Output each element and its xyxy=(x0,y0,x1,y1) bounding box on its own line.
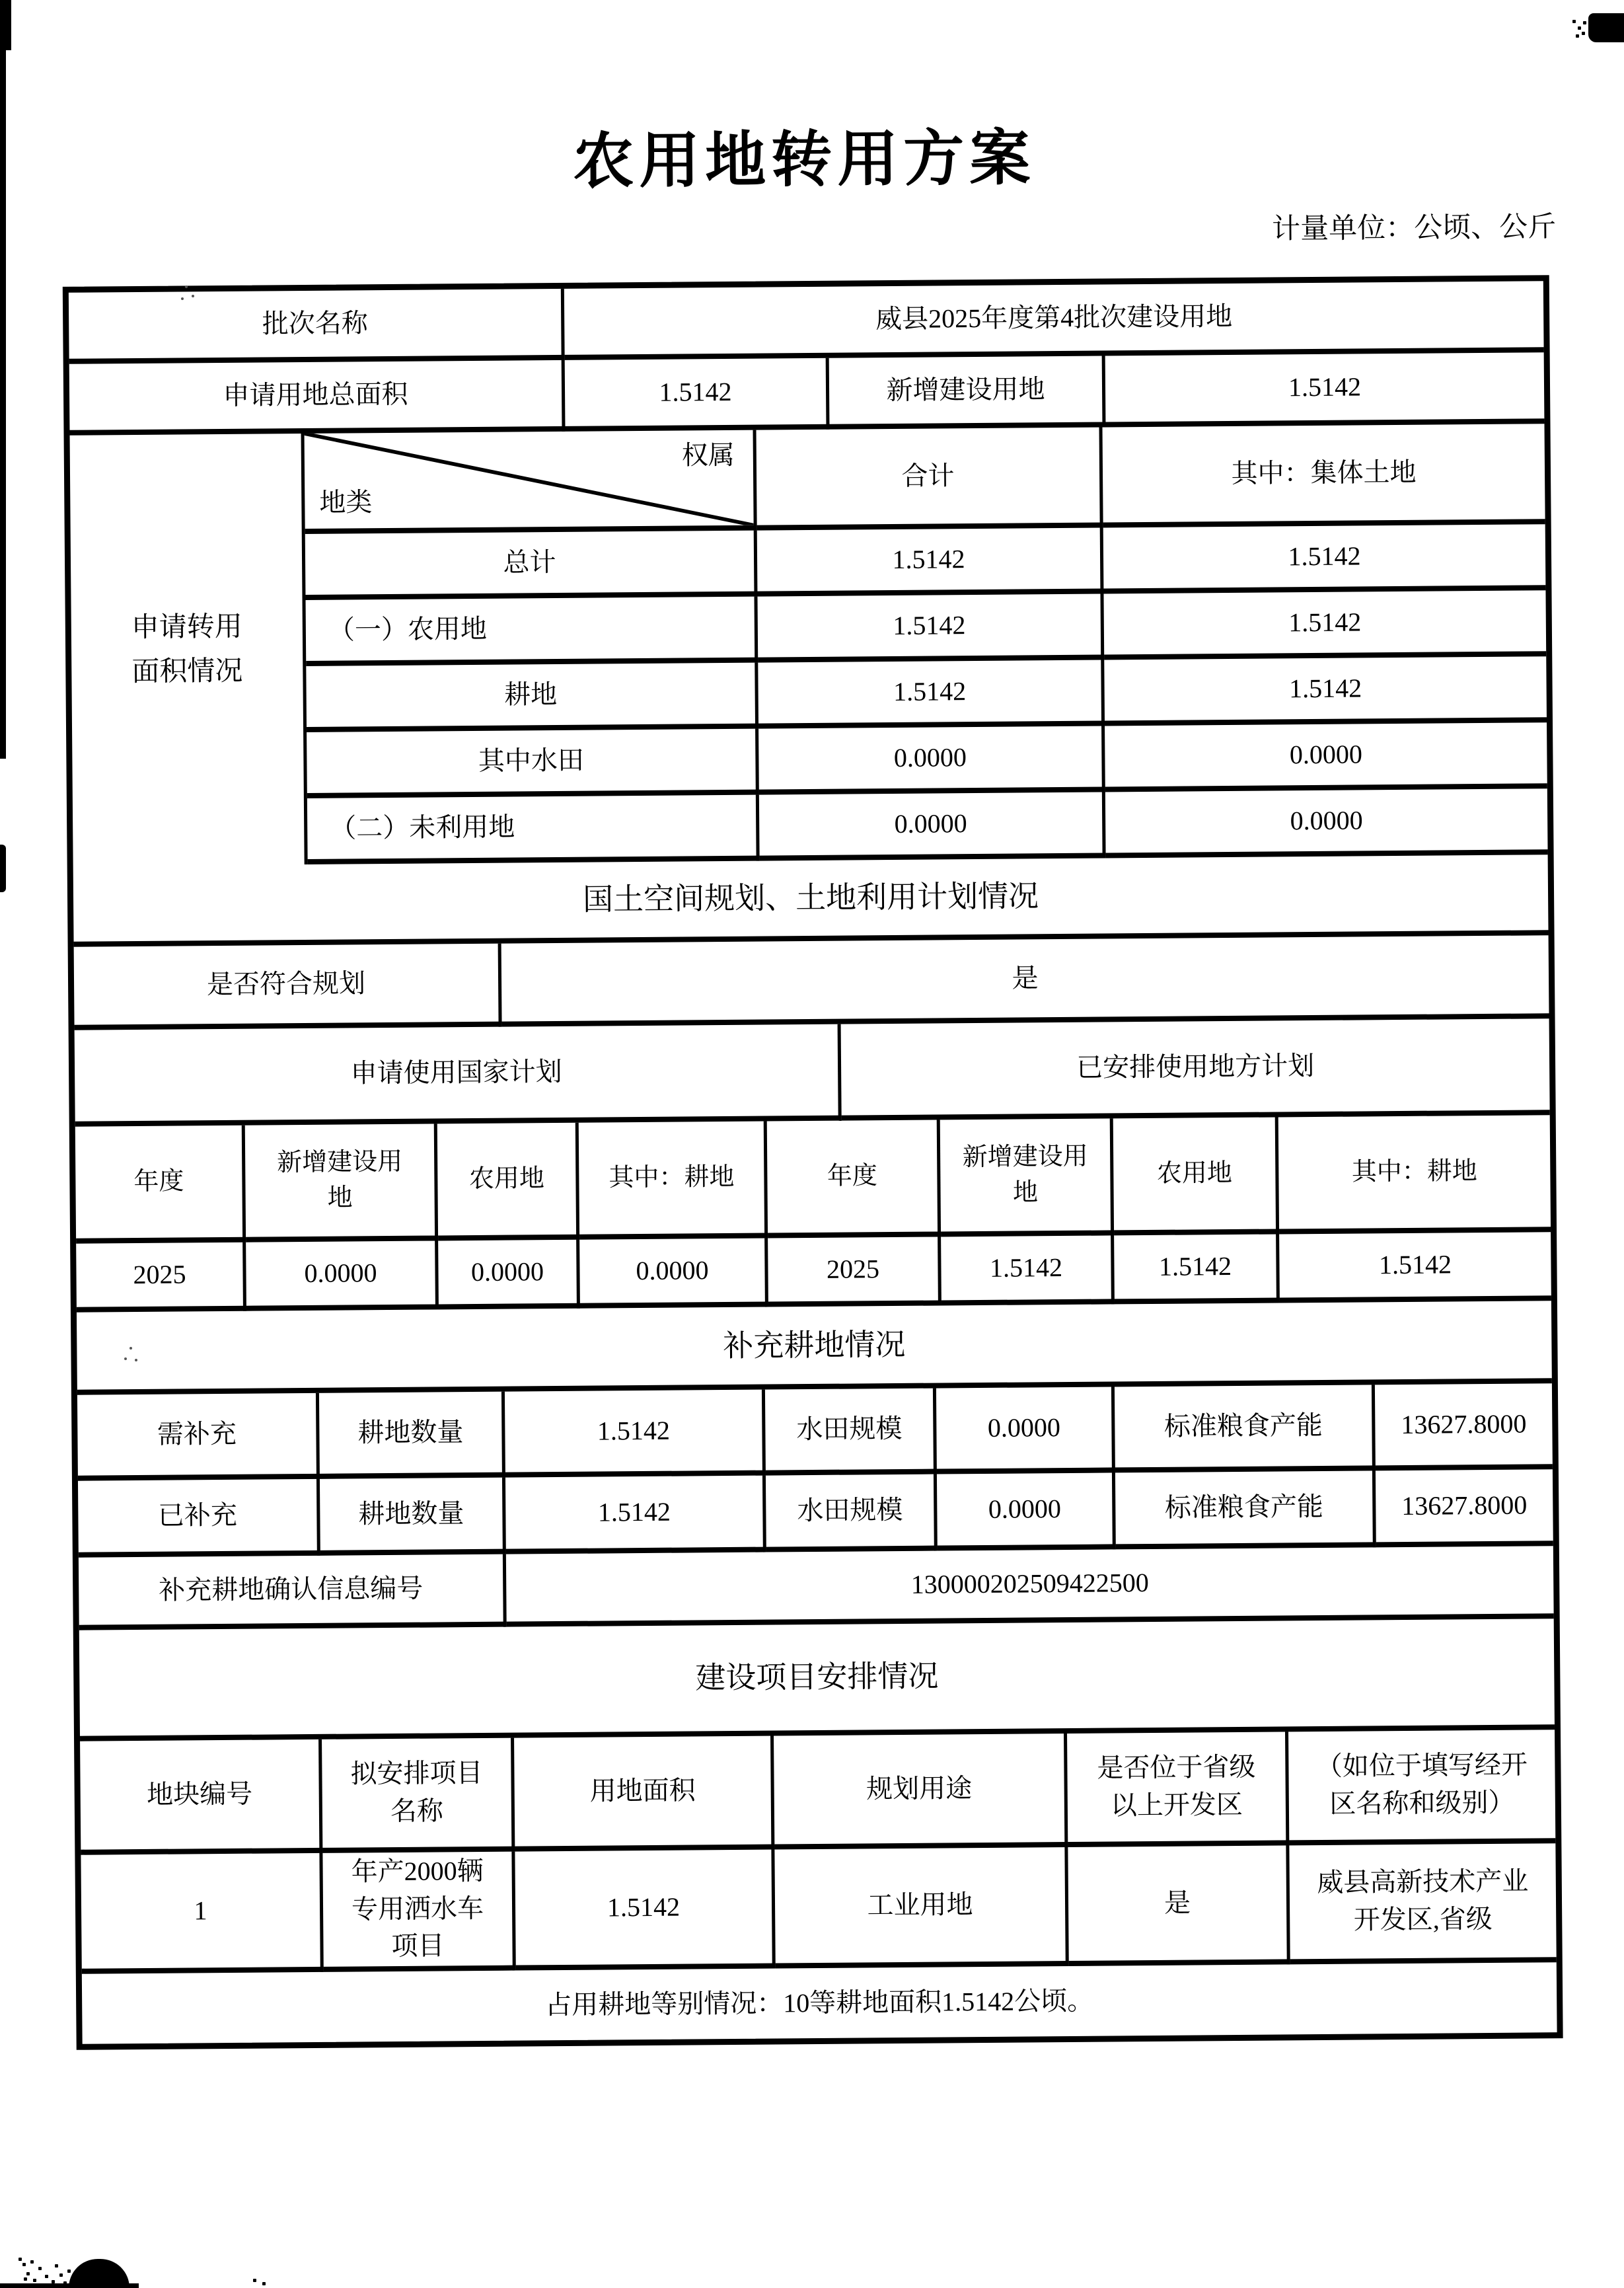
batch-name-label: 批次名称 xyxy=(69,289,565,364)
done-label: 已补充 xyxy=(78,1479,320,1558)
diagonal-bottom-label: 地类 xyxy=(319,487,373,518)
scan-artifact-top-right-specks xyxy=(1572,20,1576,23)
needed-label: 需补充 xyxy=(77,1393,320,1481)
plan-cell: 1.5142 xyxy=(1114,1234,1280,1304)
capacity-label: 标准粮食产能 xyxy=(1115,1470,1376,1549)
confirm-number-value: 130000202509422500 xyxy=(506,1546,1554,1626)
col-year: 年度 xyxy=(75,1125,246,1244)
col-cultivated: 其中：耕地 xyxy=(579,1122,768,1240)
paddy-value: 0.0000 xyxy=(937,1472,1116,1550)
row-label-paddy: 其中水田 xyxy=(307,729,759,798)
qty-label: 耕地数量 xyxy=(320,1478,506,1556)
form-table xyxy=(63,275,1563,2050)
scan-artifact-faint-specks xyxy=(129,1347,132,1350)
total-value: 0.0000 xyxy=(759,792,1106,860)
row-label-total: 总计 xyxy=(305,531,758,600)
national-plan-header: 申请使用国家计划 xyxy=(75,1024,842,1127)
collective-value: 1.5142 xyxy=(1104,656,1547,726)
conform-row xyxy=(74,935,1549,1030)
parcel-no-value: 1 xyxy=(81,1853,323,1974)
zone-name-value: 威县高新技术产业 开发区,省级 xyxy=(1289,1843,1556,1964)
total-area-row xyxy=(69,352,1545,436)
total-area-value: 1.5142 xyxy=(565,358,830,432)
table-row xyxy=(306,656,1547,732)
new-construction-value: 1.5142 xyxy=(1105,352,1545,427)
project-data-row xyxy=(81,1843,1556,1974)
transfer-side-label: 申请转用 面积情况 xyxy=(70,434,308,866)
project-section-header-row xyxy=(79,1619,1555,1741)
plan-cell: 2025 xyxy=(768,1237,941,1307)
table-row xyxy=(307,722,1547,798)
col-farmland: 农用地 xyxy=(437,1123,579,1241)
collective-value: 0.0000 xyxy=(1105,722,1547,792)
cultivated-grade-footer: 占用耕地等别情况：10等耕地面积1.5142公顷。 xyxy=(545,1985,1094,2020)
transfer-area-section xyxy=(70,424,1548,866)
supplement-section-title: 补充耕地情况 xyxy=(77,1301,1552,1395)
batch-name-row xyxy=(69,281,1544,364)
plan-data-row xyxy=(76,1232,1551,1313)
paddy-label: 水田规模 xyxy=(765,1389,937,1476)
scan-artifact-top-right-blob xyxy=(1588,13,1624,42)
transfer-header-row xyxy=(305,424,1545,534)
col-cultivated: 其中：耕地 xyxy=(1278,1115,1551,1234)
col-in-dev-zone: 是否位于省级 以上开发区 xyxy=(1067,1732,1289,1847)
col-new-construction: 新增建设用 地 xyxy=(940,1118,1114,1237)
scan-artifact-faint-specks xyxy=(185,286,188,288)
diagonal-header-cell xyxy=(305,430,757,534)
scan-artifact-left-strip-top xyxy=(0,0,11,50)
scan-artifact-bottom-left-specks xyxy=(18,2258,22,2261)
project-section-title: 建设项目安排情况 xyxy=(79,1619,1555,1741)
row-label-cultivated: 耕地 xyxy=(306,663,758,732)
col-land-area: 用地面积 xyxy=(514,1735,774,1851)
collective-value: 1.5142 xyxy=(1103,590,1546,660)
qty-label: 耕地数量 xyxy=(319,1392,505,1479)
scan-artifact-left-strip xyxy=(0,0,6,759)
col-project-name: 拟安排项目 名称 xyxy=(322,1738,515,1853)
supplement-done-row xyxy=(78,1469,1553,1558)
new-construction-label: 新增建设用地 xyxy=(829,356,1106,429)
capacity-value: 13627.8000 xyxy=(1376,1469,1553,1547)
paddy-label: 水田规模 xyxy=(766,1474,938,1552)
capacity-label: 标准粮食产能 xyxy=(1115,1385,1376,1472)
plan-column-header-row xyxy=(75,1115,1551,1244)
planning-section-title: 国土空间规划、土地利用计划情况 xyxy=(73,855,1549,947)
measurement-unit-note: 计量单位：公顷、公斤 xyxy=(1271,211,1557,245)
qty-value: 1.5142 xyxy=(505,1476,766,1554)
col-year: 年度 xyxy=(767,1120,941,1238)
batch-name-value: 威县2025年度第4批次建设用地 xyxy=(564,281,1544,360)
plan-cell: 2025 xyxy=(76,1242,246,1313)
col-header-total: 合计 xyxy=(757,428,1103,531)
project-column-header-row xyxy=(80,1730,1555,1855)
col-new-construction: 新增建设用 地 xyxy=(245,1124,438,1242)
in-dev-zone-value: 是 xyxy=(1068,1845,1290,1966)
col-parcel-no: 地块编号 xyxy=(80,1739,322,1855)
paddy-value: 0.0000 xyxy=(936,1387,1115,1474)
collective-value: 0.0000 xyxy=(1105,788,1548,858)
diagonal-top-label: 权属 xyxy=(681,439,735,471)
cultivated-grade-footer-row xyxy=(82,1962,1557,2044)
collective-value: 1.5142 xyxy=(1103,524,1546,593)
plan-cell: 0.0000 xyxy=(579,1239,768,1309)
table-row xyxy=(307,788,1548,864)
confirm-number-label: 补充耕地确认信息编号 xyxy=(79,1554,507,1630)
plan-cell: 0.0000 xyxy=(438,1240,580,1310)
conform-label: 是否符合规划 xyxy=(74,944,502,1030)
total-area-label: 申请用地总面积 xyxy=(69,360,566,436)
qty-value: 1.5142 xyxy=(505,1390,766,1478)
col-zone-name: （如位于填写经开 区名称和级别） xyxy=(1288,1730,1555,1845)
planning-section-header-row xyxy=(73,855,1549,947)
confirm-number-row xyxy=(79,1546,1554,1630)
page-title: 农用地转用方案 xyxy=(572,124,1036,196)
row-label-unused: （二）未利用地 xyxy=(307,795,760,864)
col-farmland: 农用地 xyxy=(1113,1117,1279,1235)
land-area-value: 1.5142 xyxy=(515,1849,775,1970)
plan-cell: 1.5142 xyxy=(941,1235,1115,1305)
project-name-value: 年产2000辆 专用洒水车 项目 xyxy=(322,1852,515,1972)
total-value: 1.5142 xyxy=(758,660,1105,729)
local-plan-header: 已安排使用地方计划 xyxy=(841,1018,1550,1120)
scan-artifact-left-blob xyxy=(0,845,6,892)
conform-value: 是 xyxy=(501,935,1549,1026)
transfer-grid xyxy=(305,424,1548,864)
total-value: 0.0000 xyxy=(758,726,1105,795)
supplement-section-header-row xyxy=(77,1301,1552,1395)
capacity-value: 13627.8000 xyxy=(1375,1383,1553,1470)
col-header-collective: 其中：集体土地 xyxy=(1102,424,1545,527)
supplement-needed-row xyxy=(77,1383,1553,1481)
plan-cell: 1.5142 xyxy=(1279,1232,1551,1303)
total-value: 1.5142 xyxy=(757,594,1104,663)
planned-use-value: 工业用地 xyxy=(774,1847,1068,1968)
col-planned-use: 规划用途 xyxy=(774,1734,1068,1849)
plan-headers-row xyxy=(75,1018,1550,1127)
table-row xyxy=(306,590,1547,666)
total-value: 1.5142 xyxy=(757,528,1104,597)
row-label-farmland: （一）农用地 xyxy=(306,597,758,666)
table-row xyxy=(305,524,1546,600)
plan-cell: 0.0000 xyxy=(246,1240,439,1311)
scan-artifact-bottom-edge-line xyxy=(0,2283,139,2288)
